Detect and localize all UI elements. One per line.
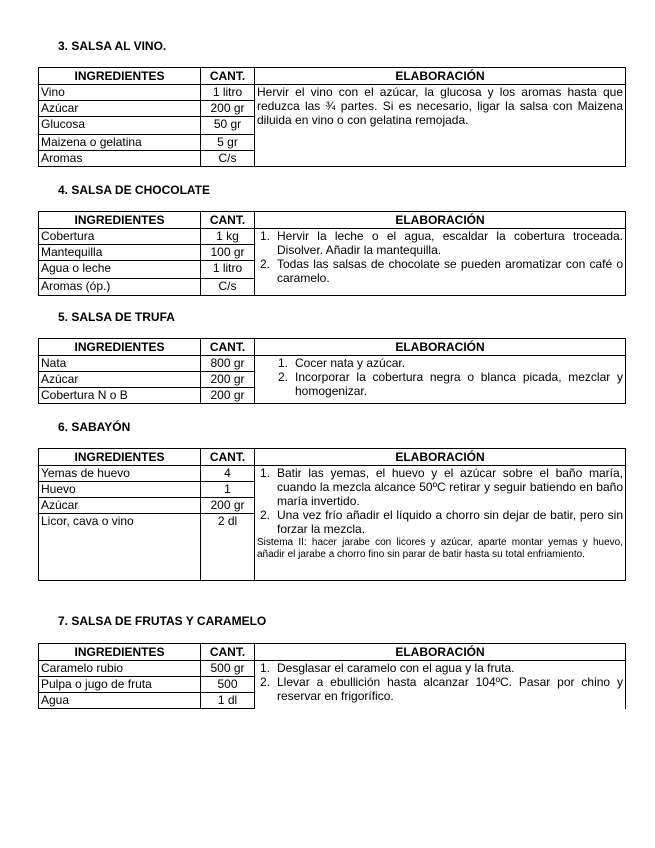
elaboration-steps [255, 466, 626, 581]
ingredient-name: Licor, cava o vino [39, 514, 201, 581]
ingredient-qty: 1 litro [201, 261, 255, 279]
header-elaboration: ELABORACIÓN [255, 449, 626, 466]
elaboration-text [255, 85, 626, 167]
header-ingredients: INGREDIENTES [39, 212, 201, 229]
step-item: 1. Hervir la leche o el agua, escaldar la cobertura troceada. Disolver. Añadir la mantequilla. [260, 229, 623, 257]
elaboration-steps [255, 229, 626, 296]
header-qty: CANT. [201, 339, 255, 356]
section-title: 6. SABAYÓN [58, 420, 131, 434]
header-qty: CANT. [201, 68, 255, 85]
step-item: 2. Todas las salsas de chocolate se pueden aromatizar con café o caramelo. [260, 257, 623, 285]
ingredient-name: Mantequilla [39, 245, 201, 261]
ingredient-name: Glucosa [39, 117, 201, 135]
header-ingredients: INGREDIENTES [39, 339, 201, 356]
step-text: Llevar a ebullición hasta alcanzar 104ºC. Pasar por chino y reservar en frigorífico. [277, 675, 623, 703]
recipe-table [38, 448, 626, 581]
step-text: Desglasar el caramelo con el agua y la fruta. [277, 661, 515, 675]
ingredient-qty: 200 gr [201, 388, 255, 404]
step-item: 2. Una vez frío añadir el líquido a chorro sin dejar de batir, pero sin forzar la mezcla. [260, 508, 623, 536]
header-qty: CANT. [201, 449, 255, 466]
ingredient-qty: 200 gr [201, 372, 255, 388]
step-text: Hervir la leche o el agua, escaldar la cobertura troceada. Disolver. Añadir la mantequilla. [277, 229, 623, 257]
ingredient-qty: 4 [201, 466, 255, 482]
ingredient-qty: 1 kg [201, 229, 255, 245]
ingredient-qty: 5 gr [201, 135, 255, 151]
ingredient-qty: 1 dl [201, 693, 255, 709]
step-item: 1. Batir las yemas, el huevo y el azúcar sobre el baño maría, cuando la mezcla alcance 50ºC retirar y seguir batiendo en baño maría invertido. [260, 466, 623, 508]
step-text: Todas las salsas de chocolate se pueden aromatizar con café o caramelo. [277, 257, 623, 285]
step-text: Incorporar la cobertura negra o blanca picada, mezclar y homogenizar. [295, 370, 623, 398]
header-qty: CANT. [201, 212, 255, 229]
recipe-table [38, 338, 626, 404]
ingredient-qty: C/s [201, 151, 255, 167]
ingredient-name: Cobertura N o B [39, 388, 201, 404]
ingredient-name: Cobertura [39, 229, 201, 245]
ingredient-qty: 800 gr [201, 356, 255, 372]
section-title: 5. SALSA DE TRUFA [58, 310, 175, 324]
ingredient-qty: 1 [201, 482, 255, 498]
header-elaboration: ELABORACIÓN [255, 644, 626, 661]
ingredient-name: Pulpa o jugo de fruta [39, 677, 201, 693]
section-title: 4. SALSA DE CHOCOLATE [58, 183, 211, 197]
ingredient-name: Yemas de huevo [39, 466, 201, 482]
ingredient-name: Nata [39, 356, 201, 372]
ingredient-qty: 200 gr [201, 498, 255, 514]
ingredient-name: Azúcar [39, 372, 201, 388]
elaboration-paragraph: Hervir el vino con el azúcar, la glucosa y los aromas hasta que reduzca las ¾ partes. Si es necesario, ligar la salsa con Maizena diluida en vino o con gelatina remojada. [257, 85, 623, 127]
step-text: Batir las yemas, el huevo y el azúcar sobre el baño maría, cuando la mezcla alcance 50ºC retirar y seguir batiendo en baño maría invertido. [277, 466, 623, 508]
table-row [39, 229, 626, 245]
header-ingredients: INGREDIENTES [39, 449, 201, 466]
ingredient-name: Agua o leche [39, 261, 201, 279]
header-elaboration: ELABORACIÓN [255, 68, 626, 85]
step-item: 2. Llevar a ebullición hasta alcanzar 104ºC. Pasar por chino y reservar en frigorífico. [260, 675, 623, 703]
ingredient-name: Huevo [39, 482, 201, 498]
ingredient-qty: 500 gr [201, 661, 255, 677]
ingredient-name: Maizena o gelatina [39, 135, 201, 151]
ingredient-name: Azúcar [39, 101, 201, 117]
step-item: 2. Incorporar la cobertura negra o blanca picada, mezclar y homogenizar. [278, 370, 623, 398]
elaboration-steps [255, 356, 626, 404]
section-title: 7. SALSA DE FRUTAS Y CARAMELO [58, 614, 267, 628]
ingredient-qty: 200 gr [201, 101, 255, 117]
step-text: Cocer nata y azúcar. [295, 356, 406, 370]
header-elaboration: ELABORACIÓN [255, 212, 626, 229]
ingredient-name: Caramelo rubio [39, 661, 201, 677]
table-row [39, 466, 626, 482]
recipe-table [38, 211, 626, 296]
ingredient-name: Aromas (óp.) [39, 279, 201, 296]
ingredient-qty: 100 gr [201, 245, 255, 261]
ingredient-name: Vino [39, 85, 201, 101]
recipe-table [38, 67, 626, 167]
ingredient-name: Agua [39, 693, 201, 709]
step-item: 1. Cocer nata y azúcar. [278, 356, 406, 370]
system-note: Sistema II: hacer jarabe con licores y azúcar, aparte montar yemas y huevo, añadir el jarabe a chorro fino sin parar de batir hasta su total enfriamiento. [257, 537, 623, 560]
ingredient-qty: 1 litro [201, 85, 255, 101]
table-row [39, 661, 626, 677]
elaboration-steps [255, 661, 626, 709]
section-title: 3. SALSA AL VINO. [58, 39, 167, 53]
table-row [39, 356, 626, 372]
ingredient-qty: 2 dl [201, 514, 255, 581]
table-row [39, 85, 626, 101]
ingredient-qty: 50 gr [201, 117, 255, 135]
header-qty: CANT. [201, 644, 255, 661]
ingredient-qty: C/s [201, 279, 255, 296]
step-item: 1. Desglasar el caramelo con el agua y la fruta. [260, 661, 515, 675]
ingredient-qty: 500 [201, 677, 255, 693]
header-ingredients: INGREDIENTES [39, 68, 201, 85]
ingredient-name: Aromas [39, 151, 201, 167]
header-ingredients: INGREDIENTES [39, 644, 201, 661]
ingredient-name: Azúcar [39, 498, 201, 514]
recipe-table [38, 643, 626, 709]
step-text: Una vez frío añadir el líquido a chorro sin dejar de batir, pero sin forzar la mezcla. [277, 508, 623, 536]
header-elaboration: ELABORACIÓN [255, 339, 626, 356]
